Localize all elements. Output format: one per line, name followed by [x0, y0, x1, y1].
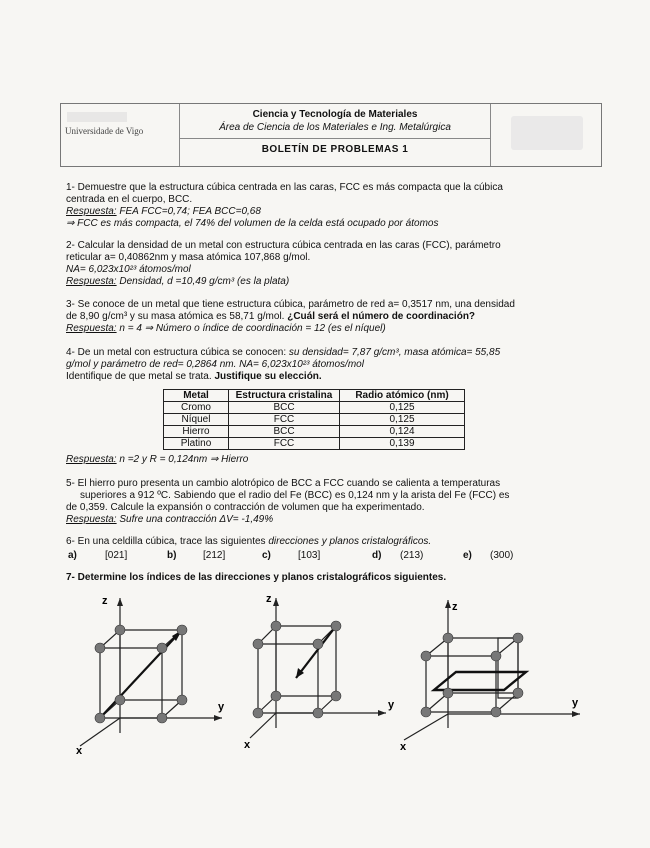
- table-cell: 0,139: [340, 438, 465, 450]
- p6-item-letter: b): [167, 550, 177, 561]
- p6-item-value: [021]: [105, 550, 128, 561]
- p6-item-value: (213): [400, 550, 424, 561]
- header-stamp-area: [490, 104, 601, 166]
- p3-question: ¿Cuál será el número de coordinación?: [287, 311, 476, 322]
- direction-arrow: [100, 630, 182, 718]
- p4-line2: g/mol y parámetro de red= 0,2864 nm. NA= 6,023x10²³ átomos/mol: [66, 359, 364, 370]
- university-name: Universidade de Vigo: [65, 126, 144, 136]
- p6-line1-italic: direcciones y planos cristalográficos.: [268, 536, 432, 547]
- p3-response-text: n = 4 ⇒ Número o índice de coordinación = 12 (es el níquel): [116, 323, 386, 334]
- p5-line3: de 0,359. Calcule la expansión o contracción de volumen que ha experimentado.: [66, 502, 425, 513]
- p6-line1-text: 6- En una celdilla cúbica, trace las siguientes: [66, 536, 269, 547]
- table-row: [164, 414, 465, 426]
- p2-line1: 2- Calcular la densidad de un metal con estructura cúbica centrada en las caras (FCC), parámetro: [66, 240, 501, 251]
- boletin-title: BOLETÍN DE PROBLEMAS 1: [180, 138, 490, 156]
- table-cell: Platino: [164, 438, 229, 450]
- p5-line2: superiores a 912 ºC. Sabiendo que el radio del Fe (BCC) es 0,124 nm y la arista del Fe (FCC) es: [80, 490, 510, 501]
- p2-line2: reticular a= 0,40862nm y masa atómica 107,868 g/mol.: [66, 252, 311, 263]
- p2-line3: NA= 6,023x10²³ átomos/mol: [66, 264, 191, 275]
- header-box: [60, 103, 602, 167]
- response-label: Respuesta:: [66, 454, 117, 465]
- logo-mark: [67, 112, 127, 122]
- table-cell: FCC: [229, 414, 340, 426]
- table-cell: BCC: [229, 402, 340, 414]
- p7-text-visible: Determine los índices de las direcciones y planos cristalográficos siguientes.: [74, 572, 447, 583]
- p1-line1: 1- Demuestre que la estructura cúbica centrada en las caras, FCC es más compacta que la cúbica: [66, 182, 503, 193]
- x-label: x: [400, 741, 407, 753]
- p6-item-letter: a): [68, 550, 77, 561]
- z-label: z: [452, 601, 458, 613]
- p3-line2: [66, 311, 475, 323]
- p4-response: [66, 454, 248, 466]
- p1-response-text: FEA FCC=0,74; FEA BCC=0,68: [116, 206, 261, 217]
- table-cell: FCC: [229, 438, 340, 450]
- table-cell: Hierro: [164, 426, 229, 438]
- metals-table: [163, 389, 465, 450]
- table-header-row: [164, 390, 465, 402]
- p1-response: [66, 206, 261, 218]
- table-cell: BCC: [229, 426, 340, 438]
- z-label: z: [266, 593, 272, 605]
- table-cell: 0,124: [340, 426, 465, 438]
- p5-response-text: Sufre una contracción ΔV= -1,49%: [116, 514, 274, 525]
- stamp-mark: [511, 116, 583, 150]
- response-label: Respuesta:: [66, 276, 117, 287]
- p2-response-text: Densidad, d =10,49 g/cm³ (es la plata): [116, 276, 290, 287]
- p5-response: [66, 514, 273, 526]
- table-header-cell: Radio atómico (nm): [340, 390, 465, 402]
- table-cell: Cromo: [164, 402, 229, 414]
- cube-diagram-2: [236, 588, 416, 758]
- header-center: [180, 104, 490, 166]
- p4-response-text: n =2 y R = 0,124nm ⇒ Hierro: [116, 454, 249, 465]
- table-cell: 0,125: [340, 402, 465, 414]
- p1-line2: centrada en el cuerpo, BCC.: [66, 194, 193, 205]
- table-header-cell: Metal: [164, 390, 229, 402]
- table-row: [164, 438, 465, 450]
- p6-item-value: (300): [490, 550, 514, 561]
- p6-item-letter: d): [372, 550, 382, 561]
- table-row: [164, 426, 465, 438]
- p4-line3-text: Identifique de que metal se trata.: [66, 371, 215, 382]
- p6-item-value: [103]: [298, 550, 321, 561]
- y-label: y: [572, 697, 579, 709]
- table-cell: Níquel: [164, 414, 229, 426]
- response-label: Respuesta:: [66, 323, 117, 334]
- p6-item-value: [212]: [203, 550, 226, 561]
- course-title: Ciencia y Tecnología de Materiales: [252, 109, 418, 120]
- p6-item-letter: e): [463, 550, 472, 561]
- cube-diagram-1: [62, 588, 242, 758]
- y-label: y: [388, 699, 395, 711]
- p3-line2-text: de 8,90 g/cm³ y su masa atómica es 58,71 g/mol.: [66, 311, 288, 322]
- p2-response: [66, 276, 289, 288]
- table-row: [164, 402, 465, 414]
- p5-line1: 5- El hierro puro presenta un cambio alotrópico de BCC a FCC cuando se calienta a temperaturas: [66, 478, 501, 489]
- p6-item-letter: c): [262, 550, 271, 561]
- p3-line1: 3- Se conoce de un metal que tiene estructura cúbica, parámetro de red a= 0,3517 nm, una densidad: [66, 299, 515, 310]
- x-label: x: [244, 739, 251, 751]
- p4-justify: Justifique su elección.: [214, 371, 322, 382]
- area-title: Área de Ciencia de los Materiales e Ing. Metalúrgica: [219, 122, 451, 133]
- p7-line1: [66, 572, 446, 584]
- p1-response-2: ⇒ FCC es más compacta, el 74% del volumen de la celda está ocupado por átomos: [66, 218, 439, 229]
- table-cell: 0,125: [340, 414, 465, 426]
- response-label: Respuesta:: [66, 514, 117, 525]
- p4-line1-italic: su densidad= 7,87 g/cm³, masa atómica= 55,85: [288, 347, 501, 358]
- p6-line1: [66, 536, 431, 548]
- p3-response: [66, 323, 386, 335]
- y-label: y: [218, 701, 225, 713]
- p4-line1-text: 4- De un metal con estructura cúbica se conocen:: [66, 347, 289, 358]
- table-header-cell: Estructura cristalina: [229, 390, 340, 402]
- p4-line1: [66, 347, 500, 359]
- p7-number: 7-: [66, 572, 75, 583]
- p4-line3: [66, 371, 322, 383]
- university-logo: [61, 104, 180, 166]
- response-label: Respuesta:: [66, 206, 117, 217]
- cube-diagram-3: [398, 588, 598, 758]
- x-label: x: [76, 745, 83, 757]
- z-label: z: [102, 595, 108, 607]
- direction-arrow: [296, 626, 336, 678]
